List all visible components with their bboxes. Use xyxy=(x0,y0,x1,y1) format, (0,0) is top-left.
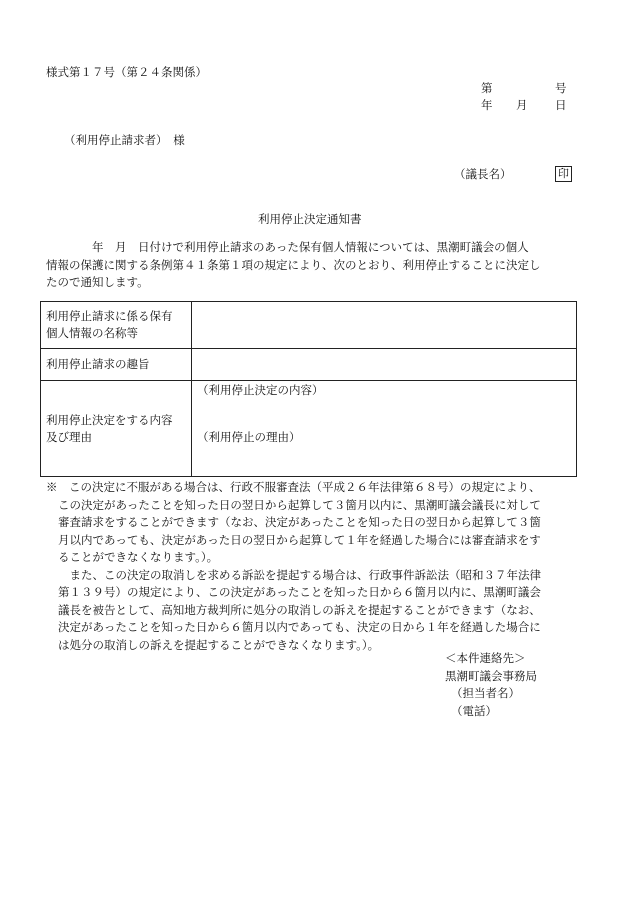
note-line: ることができなくなります。）。 xyxy=(58,550,219,564)
contact-person: （担当者名） xyxy=(451,686,520,700)
note-line: また、この決定の取消しを求める訴訟を提起する場合は、行政事件訴訟法（昭和３７年法律 xyxy=(58,567,541,582)
row3-value xyxy=(192,381,577,477)
document-title: 利用停止決定通知書 xyxy=(258,212,362,226)
note-line: 第１３９号）の規定により、この決定があったことを知った日から６箇月以内に、黒潮町議会 xyxy=(58,585,541,599)
notice-notes xyxy=(46,479,584,654)
form-number: 様式第１７号（第２４条関係） xyxy=(46,65,207,79)
note-line: ※ この決定に不服がある場合は、行政不服審査法（平成２６年法律第６８号）の規定により、 xyxy=(46,480,541,494)
note-line: 審査請求をすることができます（なお、決定があったことを知った日の翌日から起算して３箇 xyxy=(58,515,541,529)
row3-label xyxy=(41,381,192,477)
number-label-go: 号 xyxy=(555,81,567,95)
row1-value xyxy=(192,302,577,349)
number-label-dai: 第 xyxy=(481,81,493,95)
note-line: は処分の取消しの訴えを提起することができなくなります。）。 xyxy=(58,637,380,652)
note-line: 月以内であっても、決定があった日の翌日から起算して１年を経過した場合には審査請求をす xyxy=(58,532,541,547)
row3-content-decision: （利用停止決定の内容） xyxy=(197,383,324,397)
note-line: 議長を被告として、高知地方裁判所に処分の取消しの訴えを提起することができます（なお、 xyxy=(58,602,541,617)
seal-mark xyxy=(555,166,572,182)
contact-phone: （電話） xyxy=(451,703,497,718)
note-line: この決定があったことを知った日の翌日から起算して３箇月以内に、黒潮町議会議長に対して xyxy=(58,497,541,512)
contact-heading: ＜本件連絡先＞ xyxy=(445,651,526,665)
chairman-name: （議長名） xyxy=(454,167,512,181)
addressee: （利用停止請求者） 様 xyxy=(64,133,185,147)
row3-content-reason: （利用停止の理由） xyxy=(197,430,301,444)
date-label-month: 月 xyxy=(516,98,528,112)
contact-block xyxy=(445,650,537,720)
note-mark: ※ xyxy=(46,480,58,494)
table-row xyxy=(41,302,577,349)
table-row xyxy=(41,349,577,381)
seal-box: 印 xyxy=(555,166,572,182)
body-line: 年 月 日付けで利用停止請求のあった保有個人情報については、黒潮町議会の個人 xyxy=(46,240,529,254)
table-row xyxy=(41,381,577,477)
contact-office: 黒潮町議会事務局 xyxy=(445,668,537,683)
row1-label xyxy=(41,302,192,349)
row3-label-line1: 利用停止決定をする内容 xyxy=(46,412,173,427)
row1-label-line2: 個人情報の名称等 xyxy=(46,326,138,340)
body-text xyxy=(46,239,580,292)
note-line: 決定があったことを知った日から６箇月以内であっても、決定の日から１年を経過した場合に xyxy=(58,620,541,634)
row2-value xyxy=(192,349,577,381)
date-label-year: 年 xyxy=(481,98,493,112)
decision-table xyxy=(40,301,577,477)
body-line: 情報の保護に関する条例第４１条第１項の規定により、次のとおり、利用停止することに決定し xyxy=(46,257,541,272)
row2-label: 利用停止請求の趣旨 xyxy=(41,349,192,381)
row3-label-line2: 及び理由 xyxy=(46,429,92,444)
row1-label-line1: 利用停止請求に係る保有 xyxy=(46,309,173,323)
body-line: たので通知します。 xyxy=(46,275,149,289)
date-label-day: 日 xyxy=(555,98,567,112)
